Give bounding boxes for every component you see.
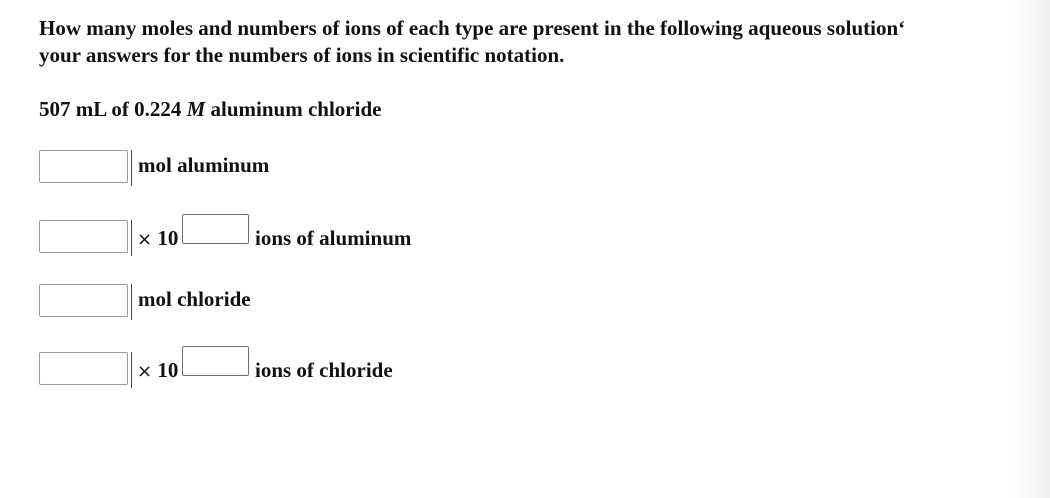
- ions-chloride-coefficient-input[interactable]: [39, 352, 128, 385]
- ions-aluminum-label: ions of aluminum: [255, 226, 412, 250]
- answer-divider: [131, 150, 132, 186]
- page-edge-shadow: [1010, 0, 1050, 498]
- answer-divider: [131, 352, 132, 388]
- question-line-2: your answers for the numbers of ions in scientific notation.: [39, 43, 565, 67]
- problem-molarity-unit: M: [186, 97, 206, 121]
- question-line-1: How many moles and numbers of ions of each type are present in the following aqueous solution‘: [39, 16, 906, 40]
- ions-aluminum-exponent-input[interactable]: [182, 214, 249, 244]
- ions-chloride-exponent-input[interactable]: [182, 346, 249, 376]
- mol-chloride-label: mol chloride: [138, 287, 251, 311]
- problem-statement: [39, 96, 381, 123]
- base-ten: 10: [157, 358, 179, 382]
- times-symbol: ×: [137, 361, 153, 382]
- times-symbol: ×: [137, 229, 153, 250]
- mol-aluminum-input[interactable]: [39, 150, 128, 183]
- problem-volume: 507 mL of 0.224: [39, 97, 187, 121]
- question-text: [39, 15, 1039, 69]
- answer-divider: [131, 220, 132, 256]
- answer-divider: [131, 284, 132, 320]
- mol-chloride-input[interactable]: [39, 284, 128, 317]
- base-ten: 10: [157, 226, 179, 250]
- problem-compound: aluminum chloride: [205, 97, 382, 121]
- times-ten-label: [137, 357, 178, 385]
- ions-aluminum-coefficient-input[interactable]: [39, 220, 128, 253]
- ions-chloride-label: ions of chloride: [255, 358, 393, 382]
- mol-aluminum-label: mol aluminum: [138, 153, 270, 177]
- times-ten-label: [137, 225, 178, 253]
